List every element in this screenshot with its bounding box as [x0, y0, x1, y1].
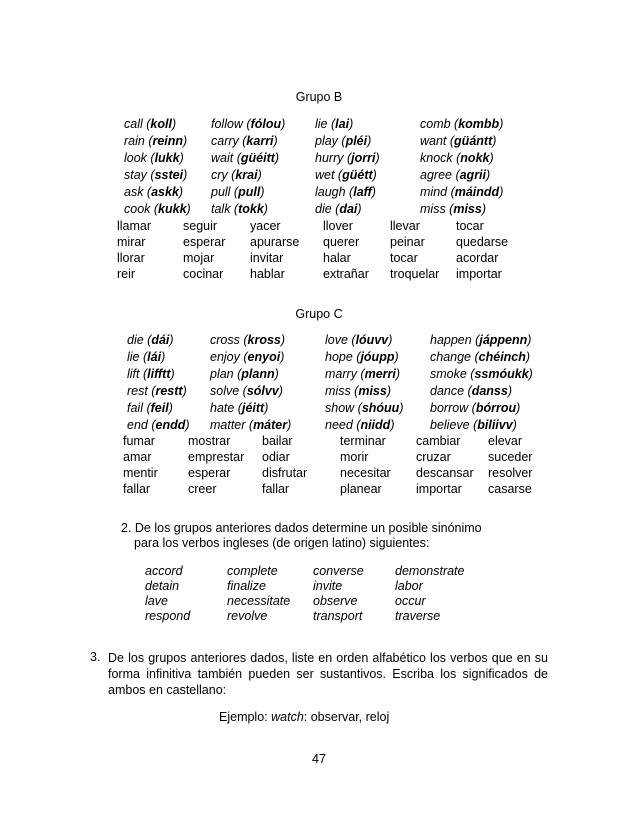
example-word: watch: [271, 710, 304, 724]
verb-pronunciation: [124, 185, 183, 200]
verb-pronunciation: [430, 401, 520, 416]
english-verb: end (: [127, 418, 156, 432]
english-verb: die (: [315, 202, 340, 216]
english-verb: miss (: [325, 384, 359, 398]
pronunciation: fólou: [250, 117, 282, 131]
spanish-verb: amar: [123, 450, 152, 464]
pronunciation: kukk: [158, 202, 187, 216]
latin-verb: demonstrate: [395, 564, 465, 578]
english-verb: die (: [127, 333, 152, 347]
latin-verb: invite: [313, 579, 343, 593]
pronunciation: krai: [235, 168, 258, 182]
latin-verb: detain: [145, 579, 180, 593]
english-verb: change (: [430, 350, 479, 364]
verb-pronunciation: [124, 134, 187, 149]
english-verb: plan (: [210, 367, 242, 381]
pronunciation: shóuu: [361, 401, 400, 415]
verb-pronunciation: [210, 367, 279, 382]
english-verb: mind (: [420, 185, 455, 199]
english-verb: knock (: [420, 151, 461, 165]
pronunciation: nokk: [460, 151, 490, 165]
spanish-verb: mostrar: [188, 434, 231, 448]
english-verb: lift (: [127, 367, 148, 381]
pronunciation: kross: [247, 333, 281, 347]
spanish-verb: necesitar: [340, 466, 391, 480]
verb-pronunciation: [127, 401, 173, 416]
pronunciation: kombb: [458, 117, 500, 131]
verb-pronunciation: [127, 384, 187, 399]
spanish-verb: esperar: [183, 235, 226, 249]
pronunciation: reinn: [152, 134, 184, 148]
paren-close: ): [516, 401, 521, 415]
pronunciation: askk: [151, 185, 179, 199]
verb-pronunciation: [315, 202, 362, 217]
english-verb: ask (: [124, 185, 152, 199]
paren-close: ): [386, 384, 391, 398]
english-verb: want (: [420, 134, 455, 148]
pronunciation: niidd: [360, 418, 391, 432]
verb-pronunciation: [127, 418, 190, 433]
paren-close: ): [367, 134, 372, 148]
verb-pronunciation: [210, 333, 285, 348]
english-verb: borrow (: [430, 401, 476, 415]
pronunciation: máter: [253, 418, 288, 432]
english-verb: matter (: [210, 418, 254, 432]
verb-pronunciation: [315, 168, 377, 183]
paren-close: ): [280, 333, 286, 347]
paren-close: ): [492, 134, 497, 148]
paren-close: ): [281, 117, 286, 131]
pronunciation: dai: [339, 202, 358, 216]
spanish-verb: halar: [323, 251, 351, 265]
english-verb: hurry (: [315, 151, 352, 165]
exercise-3-number: 3.: [90, 650, 101, 664]
paren-close: ): [170, 367, 175, 381]
spanish-verb: elevar: [488, 434, 523, 448]
paren-close: ): [169, 333, 174, 347]
verb-pronunciation: [315, 134, 371, 149]
paren-close: ): [349, 117, 354, 131]
pronunciation: bórrou: [475, 401, 517, 415]
verb-pronunciation: [420, 117, 503, 132]
spanish-verb: acordar: [456, 251, 499, 265]
paren-close: ): [287, 418, 292, 432]
paren-close: ): [390, 418, 395, 432]
spanish-verb: peinar: [390, 235, 425, 249]
pronunciation: sstei: [154, 168, 184, 182]
english-verb: follow (: [211, 117, 251, 131]
pronunciation: koll: [150, 117, 172, 131]
english-verb: fail (: [127, 401, 151, 415]
latin-verb: observe: [313, 594, 358, 608]
pronunciation: endd: [155, 418, 186, 432]
verb-pronunciation: [420, 134, 496, 149]
verb-pronunciation: [315, 117, 353, 132]
verb-pronunciation: [315, 185, 376, 200]
spanish-verb: casarse: [488, 482, 532, 496]
pronunciation: güéitt: [240, 151, 275, 165]
grupo-b-title: Grupo B: [295, 90, 343, 104]
spanish-verb: extrañar: [323, 267, 369, 281]
verb-pronunciation: [325, 418, 394, 433]
english-verb: marry (: [325, 367, 365, 381]
exercise-2-instruction-line2: para los verbos ingleses (de origen latino) siguientes:: [134, 536, 430, 550]
verb-pronunciation: [325, 333, 392, 348]
verb-pronunciation: [430, 367, 533, 382]
english-verb: believe (: [430, 418, 478, 432]
paren-close: ): [507, 384, 513, 398]
latin-verb: converse: [313, 564, 364, 578]
spanish-verb: tocar: [390, 251, 418, 265]
english-verb: lie (: [315, 117, 336, 131]
verb-pronunciation: [124, 168, 187, 183]
paren-close: ): [257, 168, 262, 182]
pronunciation: lai: [335, 117, 350, 131]
verb-pronunciation: [420, 151, 494, 166]
paren-close: ): [481, 202, 486, 216]
pronunciation: lóuvv: [355, 333, 389, 347]
pronunciation: pull: [238, 185, 261, 199]
spanish-verb: cruzar: [416, 450, 451, 464]
english-verb: carry (: [211, 134, 247, 148]
pronunciation: dái: [151, 333, 170, 347]
pronunciation: tokk: [238, 202, 264, 216]
paren-close: ): [489, 151, 494, 165]
spanish-verb: esperar: [188, 466, 231, 480]
spanish-verb: troquelar: [390, 267, 440, 281]
verb-pronunciation: [124, 117, 176, 132]
verb-pronunciation: [325, 401, 404, 416]
pronunciation: karri: [246, 134, 274, 148]
verb-pronunciation: [211, 168, 262, 183]
example-meaning: : observar, reloj: [303, 710, 390, 724]
paren-close: ): [183, 168, 188, 182]
english-verb: happen (: [430, 333, 480, 347]
paren-close: ): [395, 367, 401, 381]
latin-verb: revolve: [227, 609, 268, 623]
spanish-verb: mojar: [183, 251, 215, 265]
paren-close: ): [371, 185, 376, 199]
english-verb: play (: [315, 134, 346, 148]
paren-close: ): [278, 384, 283, 398]
pronunciation: lifftt: [147, 367, 171, 381]
paren-close: ): [280, 350, 285, 364]
pronunciation: restt: [155, 384, 183, 398]
spanish-verb: descansar: [416, 466, 474, 480]
pronunciation: jáppenn: [479, 333, 528, 347]
english-verb: wet (: [315, 168, 343, 182]
english-verb: love (: [325, 333, 356, 347]
paren-close: ): [161, 350, 166, 364]
paren-close: ): [274, 367, 279, 381]
example-label: Ejemplo:: [219, 710, 268, 724]
pronunciation: ssmóukk: [474, 367, 529, 381]
verb-pronunciation: [210, 350, 284, 365]
spanish-verb: seguir: [183, 219, 218, 233]
spanish-verb: cocinar: [183, 267, 224, 281]
latin-verb: complete: [227, 564, 278, 578]
pronunciation: jóupp: [360, 350, 395, 364]
latin-verb: transport: [313, 609, 363, 623]
pronunciation: lái: [147, 350, 162, 364]
exercise-3-line1: De los grupos anteriores dados, liste en orden alfabético los verbos que en su: [108, 651, 548, 665]
spanish-verb: llover: [323, 219, 353, 233]
paren-close: ): [183, 134, 188, 148]
paren-close: ): [394, 350, 399, 364]
english-verb: look (: [124, 151, 155, 165]
paren-close: ): [182, 384, 187, 398]
spanish-verb: llamar: [117, 219, 152, 233]
pronunciation: güántt: [454, 134, 493, 148]
pronunciation: jorri: [351, 151, 376, 165]
pronunciation: güétt: [342, 168, 373, 182]
english-verb: need (: [325, 418, 361, 432]
spanish-verb: fallar: [123, 482, 151, 496]
paren-close: ): [525, 350, 531, 364]
spanish-verb: tocar: [456, 219, 484, 233]
exercise-2-instruction-line1: 2. De los grupos anteriores dados determine un posible sinónimo: [121, 521, 482, 535]
latin-verb: lave: [145, 594, 168, 608]
paren-close: ): [274, 151, 280, 165]
english-verb: comb (: [420, 117, 459, 131]
spanish-verb: reir: [117, 267, 136, 281]
spanish-verb: fumar: [123, 434, 155, 448]
spanish-verb: emprestar: [188, 450, 245, 464]
exercise-3-line2: forma infinitiva también pueden ser sustantivos. Escriba los significados de: [108, 667, 548, 681]
paren-close: ): [486, 168, 491, 182]
verb-pronunciation: [127, 367, 175, 382]
paren-close: ): [185, 418, 190, 432]
english-verb: enjoy (: [210, 350, 248, 364]
exercise-3-line3: ambos en castellano:: [108, 683, 227, 697]
latin-verb: necessitate: [227, 594, 291, 608]
latin-verb: labor: [395, 579, 423, 593]
english-verb: cross (: [210, 333, 248, 347]
latin-verb: finalize: [227, 579, 266, 593]
spanish-verb: llevar: [390, 219, 420, 233]
pronunciation: agrii: [459, 168, 487, 182]
verb-pronunciation: [211, 134, 278, 149]
verb-pronunciation: [430, 350, 530, 365]
paren-close: ): [357, 202, 362, 216]
pronunciation: sólvv: [246, 384, 279, 398]
verb-pronunciation: [210, 384, 283, 399]
pronunciation: merri: [364, 367, 396, 381]
paren-close: ): [399, 401, 404, 415]
grupo-c-title: Grupo C: [295, 307, 343, 321]
spanish-verb: yacer: [250, 219, 281, 233]
spanish-verb: odiar: [262, 450, 290, 464]
english-verb: solve (: [210, 384, 247, 398]
latin-verb: respond: [145, 609, 191, 623]
spanish-verb: mirar: [117, 235, 146, 249]
verb-pronunciation: [420, 185, 503, 200]
page-number: 47: [312, 752, 326, 766]
spanish-verb: importar: [456, 267, 502, 281]
english-verb: miss (: [420, 202, 454, 216]
english-verb: wait (: [211, 151, 241, 165]
spanish-verb: terminar: [340, 434, 386, 448]
verb-pronunciation: [127, 350, 165, 365]
spanish-verb: mentir: [123, 466, 158, 480]
verb-pronunciation: [127, 333, 174, 348]
paren-close: ): [264, 401, 269, 415]
english-verb: rest (: [127, 384, 156, 398]
pronunciation: laff: [353, 185, 372, 199]
spanish-verb: suceder: [488, 450, 533, 464]
paren-close: ): [512, 418, 517, 432]
verb-pronunciation: [210, 418, 291, 433]
verb-pronunciation: [325, 350, 399, 365]
pronunciation: máindd: [454, 185, 500, 199]
pronunciation: miss: [358, 384, 387, 398]
pronunciation: feil: [150, 401, 169, 415]
spanish-verb: disfrutar: [262, 466, 308, 480]
spanish-verb: cambiar: [416, 434, 461, 448]
english-verb: hope (: [325, 350, 361, 364]
verb-pronunciation: [430, 384, 512, 399]
pronunciation: lukk: [154, 151, 180, 165]
spanish-verb: quedarse: [456, 235, 509, 249]
paren-close: ): [499, 185, 504, 199]
verb-pronunciation: [211, 202, 268, 217]
paren-close: ): [186, 202, 191, 216]
english-verb: smoke (: [430, 367, 475, 381]
english-verb: cry (: [211, 168, 236, 182]
verb-pronunciation: [211, 151, 279, 166]
spanish-verb: resolver: [488, 466, 533, 480]
pronunciation: jéitt: [241, 401, 265, 415]
paren-close: ): [168, 401, 173, 415]
paren-close: ): [528, 367, 533, 381]
english-verb: talk (: [211, 202, 239, 216]
english-verb: hate (: [210, 401, 242, 415]
spanish-verb: bailar: [262, 434, 293, 448]
verb-pronunciation: [315, 151, 380, 166]
english-verb: lie (: [127, 350, 148, 364]
pronunciation: pléi: [345, 134, 368, 148]
spanish-verb: fallar: [262, 482, 290, 496]
spanish-verb: querer: [323, 235, 360, 249]
pronunciation: biliivv: [477, 418, 513, 432]
verb-pronunciation: [430, 418, 517, 433]
spanish-verb: hablar: [250, 267, 285, 281]
paren-close: ): [263, 202, 268, 216]
paren-close: ): [375, 151, 380, 165]
english-verb: pull (: [211, 185, 239, 199]
english-verb: laugh (: [315, 185, 354, 199]
spanish-verb: invitar: [250, 251, 284, 265]
verb-pronunciation: [420, 202, 486, 217]
verb-pronunciation: [325, 367, 400, 382]
english-verb: stay (: [124, 168, 155, 182]
paren-close: ): [171, 117, 177, 131]
verb-pronunciation: [210, 401, 268, 416]
spanish-verb: llorar: [117, 251, 145, 265]
english-verb: rain (: [124, 134, 153, 148]
pronunciation: plann: [241, 367, 275, 381]
spanish-verb: planear: [340, 482, 382, 496]
english-verb: call (: [124, 117, 151, 131]
pronunciation: enyoi: [247, 350, 281, 364]
verb-pronunciation: [211, 185, 264, 200]
latin-verb: accord: [145, 564, 183, 578]
verb-pronunciation: [420, 168, 490, 183]
paren-close: ): [273, 134, 278, 148]
english-verb: cook (: [124, 202, 159, 216]
paren-close: ): [260, 185, 265, 199]
paren-close: ): [527, 333, 532, 347]
paren-close: ): [179, 151, 184, 165]
english-verb: agree (: [420, 168, 460, 182]
latin-verb: traverse: [395, 609, 441, 623]
verb-pronunciation: [430, 333, 531, 348]
pronunciation: chéinch: [478, 350, 526, 364]
exercise-3-instruction: [108, 650, 548, 698]
paren-close: ): [178, 185, 184, 199]
spanish-verb: apurarse: [250, 235, 300, 249]
example-line: [219, 710, 389, 725]
english-verb: dance (: [430, 384, 472, 398]
pronunciation: miss: [453, 202, 482, 216]
verb-pronunciation: [325, 384, 391, 399]
pronunciation: danss: [471, 384, 508, 398]
verb-pronunciation: [124, 202, 191, 217]
spanish-verb: importar: [416, 482, 462, 496]
verb-pronunciation: [124, 151, 184, 166]
latin-verb: occur: [395, 594, 426, 608]
paren-close: ): [499, 117, 504, 131]
paren-close: ): [372, 168, 377, 182]
spanish-verb: morir: [340, 450, 369, 464]
paren-close: ): [388, 333, 393, 347]
verb-pronunciation: [211, 117, 285, 132]
spanish-verb: creer: [188, 482, 217, 496]
english-verb: show (: [325, 401, 362, 415]
